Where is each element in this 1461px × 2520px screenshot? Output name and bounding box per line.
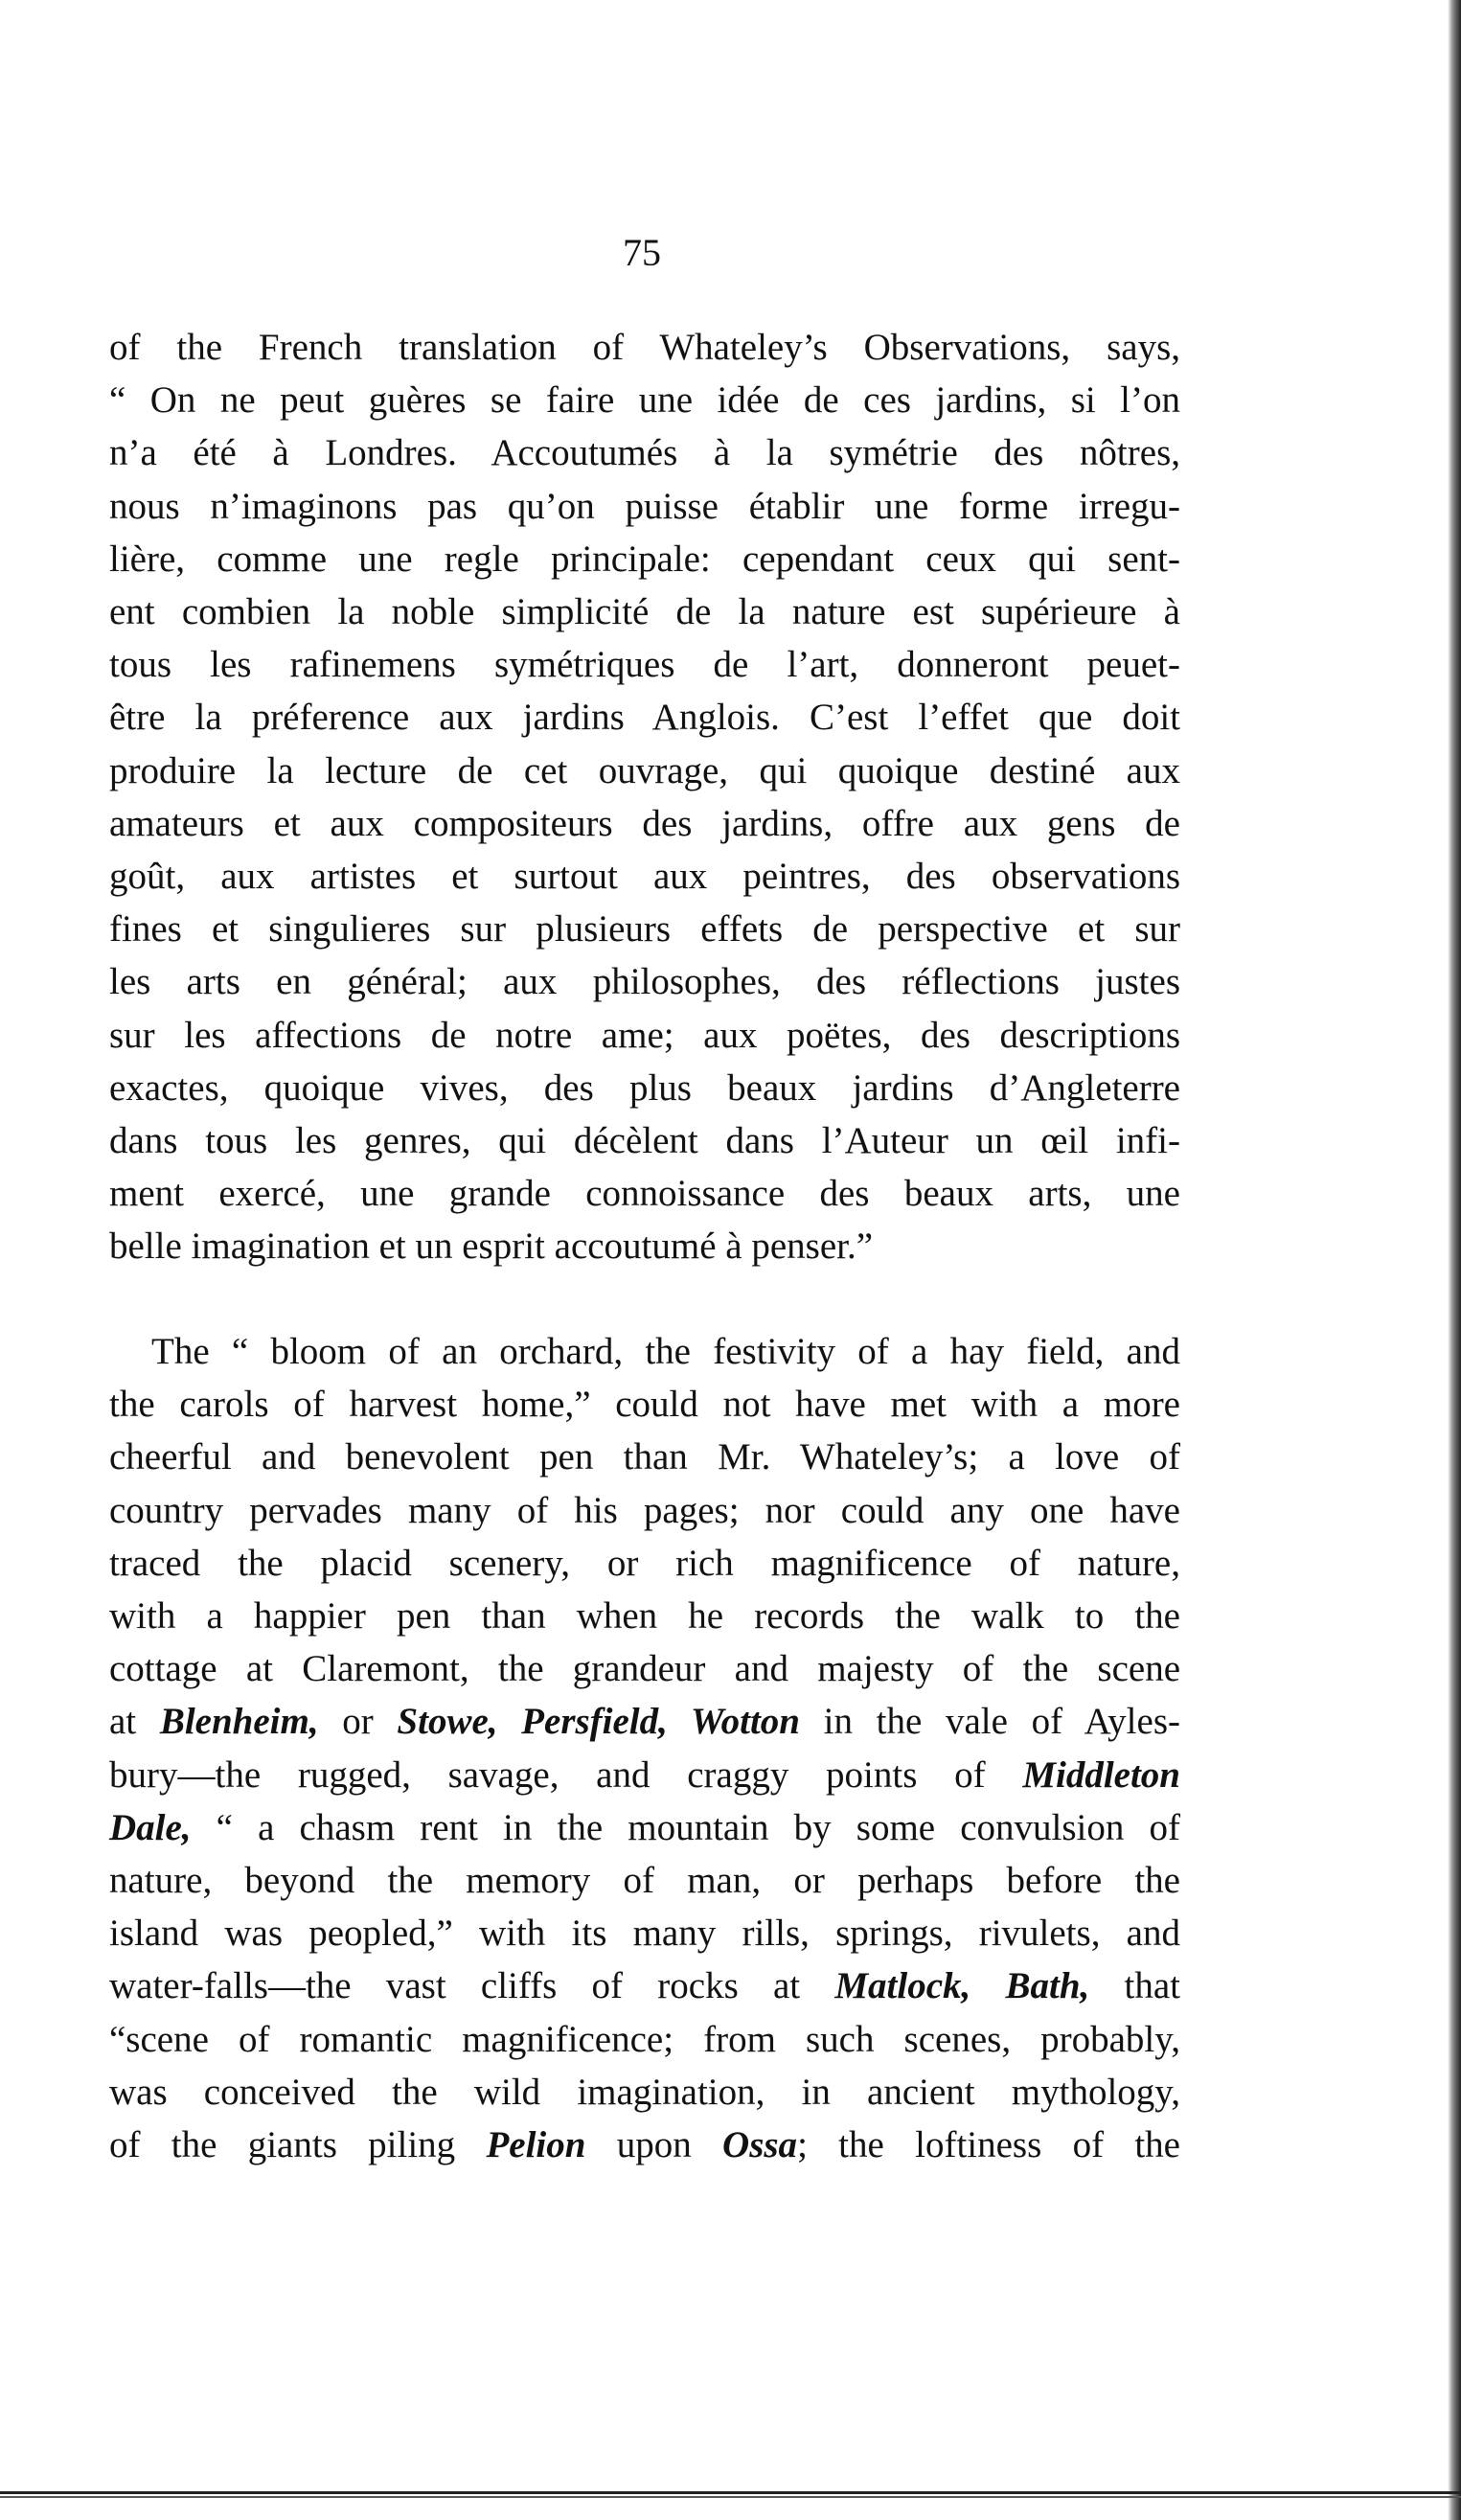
text-line <box>109 1857 1180 1905</box>
text-line <box>109 641 1180 689</box>
text-segment: upon <box>585 2124 723 2165</box>
text-segment: sur les affections de notre ame; aux poëtes, des descriptions <box>109 1014 1180 1056</box>
text-line <box>109 1645 1180 1693</box>
italic-place-name: Blenheim, <box>159 1701 319 1743</box>
italic-place-name: Middleton <box>1022 1753 1180 1796</box>
text-segment: “ On ne peut guères se faire une idée de ces jardins, si l’on <box>109 379 1180 422</box>
text-line <box>109 1487 1180 1535</box>
text-line <box>109 1910 1180 1958</box>
text-segment: country pervades many of his pages; nor could any one have <box>109 1489 1180 1531</box>
text-line <box>109 324 1180 372</box>
text-segment: nous n’imaginons pas qu’on puisse établir une forme irregu- <box>109 485 1180 527</box>
text-segment: n’a été à Londres. Accoutumés à la symétrie des nôtres, <box>109 432 1180 474</box>
text-line <box>109 377 1180 424</box>
italic-place-name: Matlock, Bath, <box>834 1965 1090 2007</box>
text-segment: goût, aux artistes et surtout aux peintres, des observations <box>109 856 1180 897</box>
text-segment: bury—the rugged, savage, and craggy points of <box>109 1753 1023 1796</box>
text-line <box>109 1540 1180 1588</box>
text-segment: water-falls—the vast cliffs of rocks at <box>109 1965 835 2007</box>
text-segment: traced the placid scenery, or rich magnificence of nature, <box>109 1542 1180 1584</box>
italic-place-name: Dale, <box>109 1806 192 1848</box>
text-segment: exactes, quoique vives, des plus beaux jardins d’Angleterre <box>109 1066 1180 1109</box>
text-line <box>109 1170 1180 1218</box>
text-segment: lière, comme une regle principale: cependant ceux qui sent- <box>109 538 1180 580</box>
text-segment: was conceived the wild imagination, in ancient mythology, <box>109 2071 1180 2113</box>
italic-place-name: Ossa <box>722 2124 798 2165</box>
text-segment: tous les rafinemens symétriques de l’art, donneront peuet- <box>109 644 1180 686</box>
text-line <box>109 800 1180 848</box>
page-bottom-edge <box>0 2491 1461 2501</box>
text-line <box>109 1223 1180 1271</box>
text-segment: cheerful and benevolent pen than Mr. Whateley’s; a love of <box>109 1436 1180 1478</box>
text-segment: with a happier pen than when he records the walk to the <box>109 1595 1180 1637</box>
text-segment: that <box>1089 1965 1181 2007</box>
text-segment: fines et singulieres sur plusieurs effets de perspective et sur <box>109 908 1180 951</box>
text-line <box>109 483 1180 531</box>
page-number: 75 <box>623 231 661 274</box>
text-segment: ; the loftiness of the <box>797 2124 1180 2165</box>
text-line <box>109 2121 1180 2169</box>
text-line <box>109 1698 1180 1746</box>
text-segment: belle imagination et un esprit accoutumé à penser.” <box>109 1226 874 1268</box>
text-segment: of the French translation of Whateley’s Observations, says, <box>109 327 1180 368</box>
text-line <box>109 1962 1180 2010</box>
text-segment: ment exercé, une grande connoissance des beaux arts, une <box>109 1173 1180 1215</box>
text-line <box>109 1065 1180 1112</box>
text-line <box>109 1117 1180 1165</box>
text-line <box>109 429 1180 477</box>
italic-place-name: Stowe, Persfield, Wotton <box>397 1701 800 1743</box>
text-segment: nature, beyond the memory of man, or perhaps before the <box>109 1860 1180 1901</box>
text-segment: cottage at Claremont, the grandeur and majesty of the scene <box>109 1648 1180 1690</box>
text-line <box>109 958 1180 1006</box>
text-segment: “ a chasm rent in the mountain by some convulsion of <box>191 1806 1180 1848</box>
text-segment: the carols of harvest home,” could not have met with a more <box>109 1384 1180 1426</box>
text-line <box>109 1804 1180 1852</box>
text-line <box>109 694 1180 742</box>
text-segment: of the giants piling <box>109 2124 487 2165</box>
italic-place-name: Pelion <box>486 2124 586 2165</box>
text-line <box>151 1328 1180 1376</box>
text-line <box>109 1592 1180 1640</box>
text-segment: amateurs et aux compositeurs des jardins, offre aux gens de <box>109 802 1180 844</box>
text-line <box>109 588 1180 636</box>
text-line <box>109 905 1180 953</box>
text-line <box>109 1012 1180 1060</box>
page-edge-shadow <box>1448 0 1461 2520</box>
text-line <box>109 1433 1180 1481</box>
text-segment: produire la lecture de cet ouvrage, qui quoique destiné aux <box>109 749 1180 791</box>
text-segment: at <box>109 1701 160 1743</box>
text-line <box>109 747 1180 795</box>
text-line <box>109 853 1180 901</box>
text-segment: or <box>318 1701 398 1743</box>
text-line <box>109 536 1180 584</box>
text-line <box>109 1381 1180 1429</box>
text-segment: les arts en général; aux philosophes, des réflections justes <box>109 961 1180 1003</box>
text-segment: ent combien la noble simplicité de la nature est supérieure à <box>109 591 1180 632</box>
text-segment: “scene of romantic magnificence; from such scenes, probably, <box>109 2018 1180 2060</box>
text-segment: dans tous les genres, qui décèlent dans l’Auteur un œil infi- <box>109 1120 1180 1161</box>
text-line <box>109 2016 1180 2064</box>
text-segment: The “ bloom of an orchard, the festivity of a hay field, and <box>151 1331 1180 1372</box>
text-segment: être la préference aux jardins Anglois. C’est l’effet que doit <box>109 697 1180 739</box>
text-segment: island was peopled,” with its many rills, springs, rivulets, and <box>109 1913 1180 1955</box>
text-line <box>109 1752 1180 1799</box>
text-line <box>109 2069 1180 2117</box>
text-segment: in the vale of Ayles- <box>800 1701 1180 1743</box>
